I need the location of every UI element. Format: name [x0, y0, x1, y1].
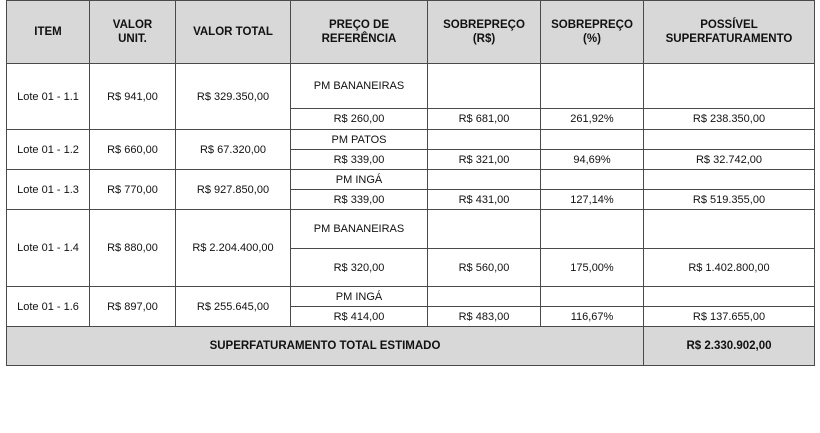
- table-row: [7, 287, 815, 307]
- sobrepreco-rs-cell: R$ 321,00: [428, 150, 541, 170]
- sobrepreco-rs-cell: R$ 483,00: [428, 307, 541, 327]
- header-valor-unit: VALOR UNIT.: [90, 1, 176, 64]
- sobrepreco-rs-cell: R$ 560,00: [428, 249, 541, 287]
- valor-total-cell: R$ 255.645,00: [176, 287, 291, 327]
- reference-source-cell: PM BANANEIRAS: [291, 210, 428, 249]
- header-valor-total: VALOR TOTAL: [176, 1, 291, 64]
- valor-unit-cell: R$ 941,00: [90, 64, 176, 130]
- item-cell: Lote 01 - 1.2: [7, 130, 90, 170]
- total-label: SUPERFATURAMENTO TOTAL ESTIMADO: [7, 327, 644, 366]
- empty-cell: [644, 64, 815, 109]
- superfaturamento-cell: R$ 1.402.800,00: [644, 249, 815, 287]
- empty-cell: [428, 64, 541, 109]
- valor-total-cell: R$ 329.350,00: [176, 64, 291, 130]
- sobrepreco-pct-cell: 175,00%: [541, 249, 644, 287]
- table-row: [7, 64, 815, 109]
- reference-source-cell: PM INGÁ: [291, 287, 428, 307]
- item-cell: Lote 01 - 1.1: [7, 64, 90, 130]
- total-value: R$ 2.330.902,00: [644, 327, 815, 366]
- sobrepreco-pct-cell: 127,14%: [541, 190, 644, 210]
- sobrepreco-pct-cell: 116,67%: [541, 307, 644, 327]
- superfaturamento-cell: R$ 238.350,00: [644, 109, 815, 130]
- item-cell: Lote 01 - 1.4: [7, 210, 90, 287]
- valor-unit-cell: R$ 897,00: [90, 287, 176, 327]
- superfaturamento-cell: R$ 137.655,00: [644, 307, 815, 327]
- valor-total-cell: R$ 67.320,00: [176, 130, 291, 170]
- valor-total-cell: R$ 2.204.400,00: [176, 210, 291, 287]
- empty-cell: [541, 210, 644, 249]
- empty-cell: [644, 287, 815, 307]
- header-sobrepreco-pct: SOBREPREÇO (%): [541, 1, 644, 64]
- reference-price-cell: R$ 414,00: [291, 307, 428, 327]
- valor-unit-cell: R$ 660,00: [90, 130, 176, 170]
- sobrepreco-rs-cell: R$ 431,00: [428, 190, 541, 210]
- overpricing-table: [6, 0, 815, 366]
- total-row: [7, 327, 815, 366]
- sobrepreco-pct-cell: 94,69%: [541, 150, 644, 170]
- empty-cell: [541, 170, 644, 190]
- item-cell: Lote 01 - 1.3: [7, 170, 90, 210]
- header-item: ITEM: [7, 1, 90, 64]
- table-row: [7, 210, 815, 249]
- reference-price-cell: R$ 339,00: [291, 190, 428, 210]
- table-row: [7, 170, 815, 190]
- valor-unit-cell: R$ 770,00: [90, 170, 176, 210]
- empty-cell: [541, 130, 644, 150]
- sobrepreco-rs-cell: R$ 681,00: [428, 109, 541, 130]
- valor-total-cell: R$ 927.850,00: [176, 170, 291, 210]
- empty-cell: [644, 210, 815, 249]
- header-sobrepreco-rs: SOBREPREÇO (R$): [428, 1, 541, 64]
- header-preco-referencia: PREÇO DE REFERÊNCIA: [291, 1, 428, 64]
- empty-cell: [541, 287, 644, 307]
- header-possivel-superfaturamento: POSSÍVEL SUPERFATURAMENTO: [644, 1, 815, 64]
- valor-unit-cell: R$ 880,00: [90, 210, 176, 287]
- reference-source-cell: PM PATOS: [291, 130, 428, 150]
- reference-source-cell: PM BANANEIRAS: [291, 64, 428, 109]
- reference-price-cell: R$ 320,00: [291, 249, 428, 287]
- empty-cell: [644, 130, 815, 150]
- superfaturamento-cell: R$ 519.355,00: [644, 190, 815, 210]
- reference-source-cell: PM INGÁ: [291, 170, 428, 190]
- reference-price-cell: R$ 339,00: [291, 150, 428, 170]
- empty-cell: [644, 170, 815, 190]
- table-row: [7, 130, 815, 150]
- item-cell: Lote 01 - 1.6: [7, 287, 90, 327]
- empty-cell: [428, 170, 541, 190]
- empty-cell: [428, 287, 541, 307]
- empty-cell: [428, 210, 541, 249]
- empty-cell: [541, 64, 644, 109]
- header-row: [7, 1, 815, 64]
- sobrepreco-pct-cell: 261,92%: [541, 109, 644, 130]
- empty-cell: [428, 130, 541, 150]
- reference-price-cell: R$ 260,00: [291, 109, 428, 130]
- superfaturamento-cell: R$ 32.742,00: [644, 150, 815, 170]
